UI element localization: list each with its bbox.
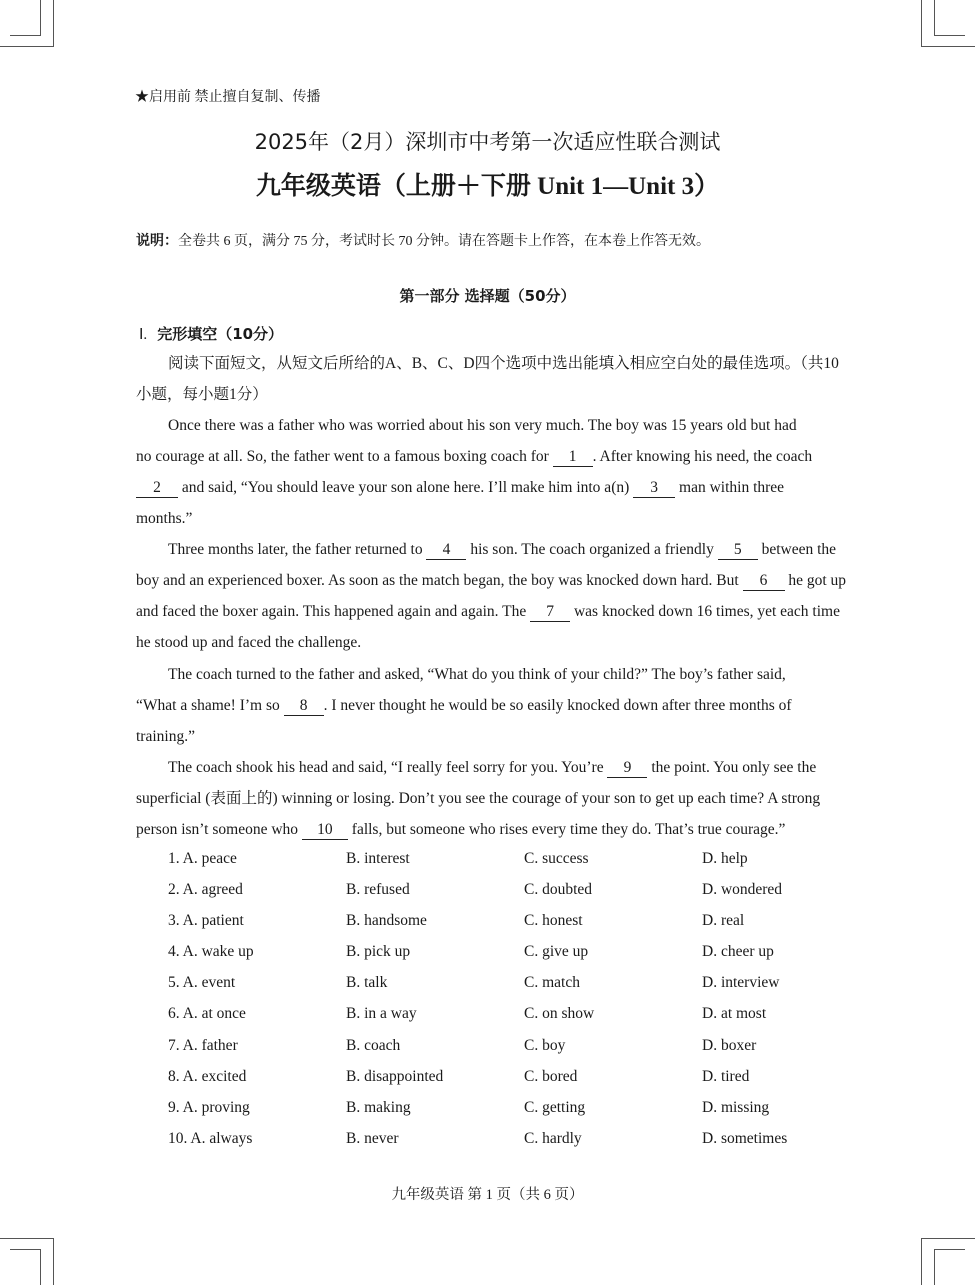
passage-line: he stood up and faced the challenge. <box>136 634 362 651</box>
instructions <box>136 230 710 250</box>
blank-10: 10 <box>302 821 348 840</box>
passage-line: training.” <box>136 728 195 745</box>
blank-7: 7 <box>530 603 570 622</box>
blank-4: 4 <box>426 541 466 560</box>
passage-paragraph <box>136 410 881 534</box>
passage-line: Once there was a father who was worried about his son very much. The boy was 15 years old but had <box>168 417 797 434</box>
part-number: Ⅰ. <box>139 327 148 343</box>
exam-subtitle: 九年级英语（上册＋下册 Unit 1—Unit 3） <box>255 173 720 200</box>
passage-paragraph <box>136 752 881 845</box>
confidential-notice: ★启用前 禁止擅自复制、传播 <box>135 90 321 105</box>
part-label: 完形填空（10分） <box>157 325 284 343</box>
directions-line: 小题，每小题1分） <box>136 386 268 403</box>
directions-line: 阅读下面短文，从短文后所给的A、B、C、D四个选项中选出能填入相应空白处的最佳选项。（共10 <box>168 355 839 372</box>
passage-line: 2 and said, “You should leave your son alone here. I’ll make him into a(n) 3 man within three <box>136 472 881 503</box>
part-heading <box>139 323 283 344</box>
passage-line: person isn’t someone who 10 falls, but someone who rises every time they do. That’s true courage.” <box>136 821 786 838</box>
passage-line: boy and an experienced boxer. As soon as the match began, the boy was knocked down hard. But 6 he got up <box>136 572 847 589</box>
passage-line: The coach shook his head and said, “I really feel sorry for you. You’re 9 the point. You only see the <box>168 759 817 776</box>
blank-3: 3 <box>633 479 675 498</box>
section-title: 第一部分 选择题（50分） <box>399 287 576 305</box>
passage-paragraph <box>136 534 881 658</box>
blank-9: 9 <box>607 759 647 778</box>
exam-title: 2025年（2月）深圳市中考第一次适应性联合测试 <box>254 130 721 154</box>
page-footer: 九年级英语 第 1 页（共 6 页） <box>391 1187 584 1203</box>
passage-line: superficial (表面上的) winning or losing. Don’t you see the courage of your son to get up each time? A strong <box>136 790 821 807</box>
instructions-label: 说明： <box>136 234 178 249</box>
passage-line: no courage at all. So, the father went to a famous boxing coach for 1 . After knowing his need, the coach <box>136 448 813 465</box>
passage-line: months.” <box>136 510 193 527</box>
passage-line: Three months later, the father returned to 4 his son. The coach organized a friendly 5 between the <box>168 541 837 558</box>
blank-5: 5 <box>718 541 758 560</box>
directions <box>136 348 881 410</box>
instructions-text: 全卷共 6 页，满分 75 分，考试时长 70 分钟。请在答题卡上作答，在本卷上作答无效。 <box>178 234 710 249</box>
passage-paragraph <box>136 659 881 752</box>
blank-1: 1 <box>553 448 593 467</box>
passage-line: The coach turned to the father and asked, “What do you think of your child?” The boy’s father said, <box>168 666 786 683</box>
blank-6: 6 <box>743 572 785 591</box>
blank-8: 8 <box>284 697 324 716</box>
passage-line: “What a shame! I’m so 8 . I never thought he would be so easily knocked down after three months of <box>136 697 792 714</box>
passage-line: and faced the boxer again. This happened again and again. The 7 was knocked down 16 times, yet each time <box>136 603 840 620</box>
blank-2: 2 <box>136 479 178 498</box>
